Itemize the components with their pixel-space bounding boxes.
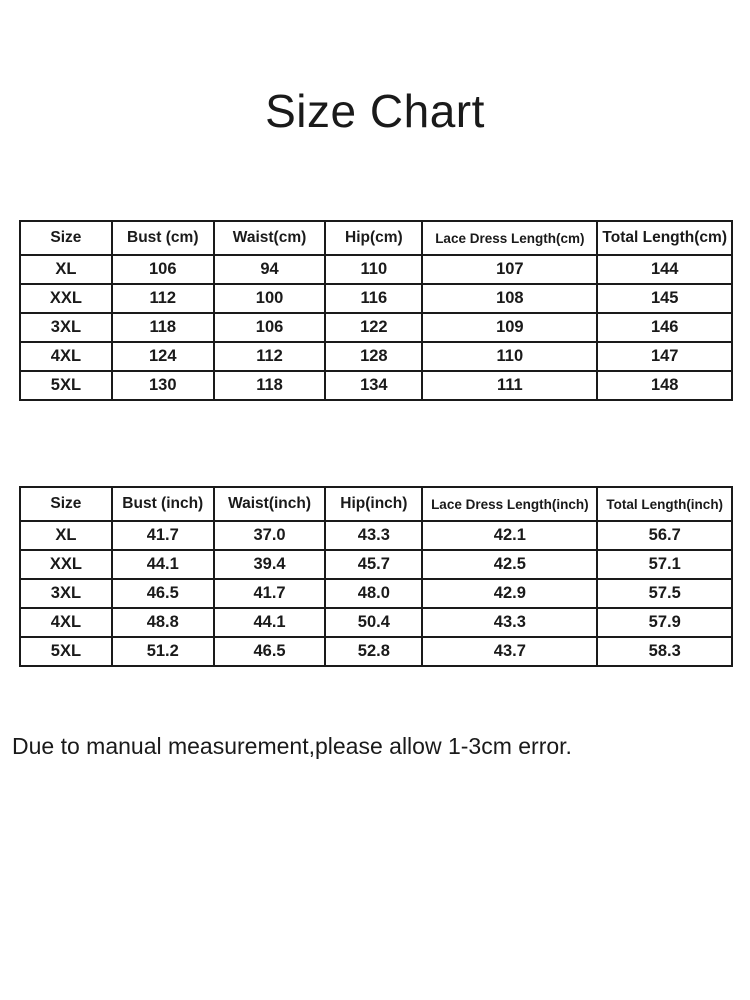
measurement-cell: 110: [325, 255, 422, 284]
measurement-cell: 42.1: [422, 521, 597, 550]
measurement-cell: 43.3: [325, 521, 422, 550]
measurement-cell: 144: [597, 255, 732, 284]
measurement-cell: 111: [422, 371, 597, 400]
measurement-cell: 45.7: [325, 550, 422, 579]
measurement-cell: 37.0: [214, 521, 326, 550]
column-header: Size: [20, 221, 112, 255]
size-label-cell: XL: [20, 255, 112, 284]
measurement-cell: 41.7: [112, 521, 214, 550]
measurement-cell: 44.1: [214, 608, 326, 637]
table-row: [20, 550, 732, 579]
header-row: [20, 221, 732, 255]
size-label-cell: 3XL: [20, 579, 112, 608]
measurement-cell: 124: [112, 342, 214, 371]
measurement-cell: 134: [325, 371, 422, 400]
measurement-cell: 112: [214, 342, 326, 371]
table-row: [20, 284, 732, 313]
measurement-note: Due to manual measurement,please allow 1-3cm error.: [12, 733, 572, 759]
measurement-cell: 50.4: [325, 608, 422, 637]
measurement-cell: 41.7: [214, 579, 326, 608]
measurement-cell: 106: [112, 255, 214, 284]
measurement-cell: 118: [214, 371, 326, 400]
table-row: [20, 608, 732, 637]
table-row: [20, 637, 732, 666]
measurement-cell: 46.5: [112, 579, 214, 608]
column-header: Waist(cm): [214, 221, 326, 255]
table-row: [20, 313, 732, 342]
measurement-cell: 43.3: [422, 608, 597, 637]
measurement-cell: 128: [325, 342, 422, 371]
measurement-cell: 148: [597, 371, 732, 400]
measurement-cell: 58.3: [597, 637, 732, 666]
measurement-cell: 109: [422, 313, 597, 342]
measurement-cell: 56.7: [597, 521, 732, 550]
measurement-cell: 107: [422, 255, 597, 284]
column-header: Total Length(inch): [597, 487, 732, 521]
measurement-cell: 52.8: [325, 637, 422, 666]
measurement-cell: 130: [112, 371, 214, 400]
measurement-cell: 42.9: [422, 579, 597, 608]
measurement-cell: 116: [325, 284, 422, 313]
size-label-cell: XXL: [20, 284, 112, 313]
column-header: Hip(cm): [325, 221, 422, 255]
column-header: Total Length(cm): [597, 221, 732, 255]
measurement-cell: 147: [597, 342, 732, 371]
measurement-cell: 122: [325, 313, 422, 342]
measurement-cell: 46.5: [214, 637, 326, 666]
measurement-cell: 48.0: [325, 579, 422, 608]
column-header: Size: [20, 487, 112, 521]
column-header: Waist(inch): [214, 487, 326, 521]
column-header: Bust (cm): [112, 221, 214, 255]
measurement-cell: 39.4: [214, 550, 326, 579]
size-label-cell: XXL: [20, 550, 112, 579]
measurement-cell: 108: [422, 284, 597, 313]
measurement-cell: 43.7: [422, 637, 597, 666]
measurement-cell: 110: [422, 342, 597, 371]
column-header: Lace Dress Length(cm): [422, 221, 597, 255]
header-row: [20, 487, 732, 521]
size-label-cell: 3XL: [20, 313, 112, 342]
measurement-cell: 94: [214, 255, 326, 284]
measurement-cell: 100: [214, 284, 326, 313]
measurement-cell: 57.5: [597, 579, 732, 608]
measurement-cell: 57.1: [597, 550, 732, 579]
table-row: [20, 579, 732, 608]
size-label-cell: 4XL: [20, 608, 112, 637]
size-label-cell: XL: [20, 521, 112, 550]
table-row: [20, 255, 732, 284]
size-label-cell: 5XL: [20, 637, 112, 666]
measurement-cell: 51.2: [112, 637, 214, 666]
measurement-cell: 44.1: [112, 550, 214, 579]
table-row: [20, 521, 732, 550]
size-label-cell: 4XL: [20, 342, 112, 371]
measurement-cell: 145: [597, 284, 732, 313]
measurement-cell: 118: [112, 313, 214, 342]
page-title: Size Chart: [265, 85, 485, 137]
table-row: [20, 371, 732, 400]
measurement-cell: 146: [597, 313, 732, 342]
column-header: Hip(inch): [325, 487, 422, 521]
measurement-cell: 106: [214, 313, 326, 342]
table-row: [20, 342, 732, 371]
measurement-cell: 57.9: [597, 608, 732, 637]
measurement-cell: 112: [112, 284, 214, 313]
measurement-cell: 42.5: [422, 550, 597, 579]
size-label-cell: 5XL: [20, 371, 112, 400]
column-header: Lace Dress Length(inch): [422, 487, 597, 521]
measurement-cell: 48.8: [112, 608, 214, 637]
size-table-cm: [19, 220, 733, 401]
size-table-inch: [19, 486, 733, 667]
column-header: Bust (inch): [112, 487, 214, 521]
